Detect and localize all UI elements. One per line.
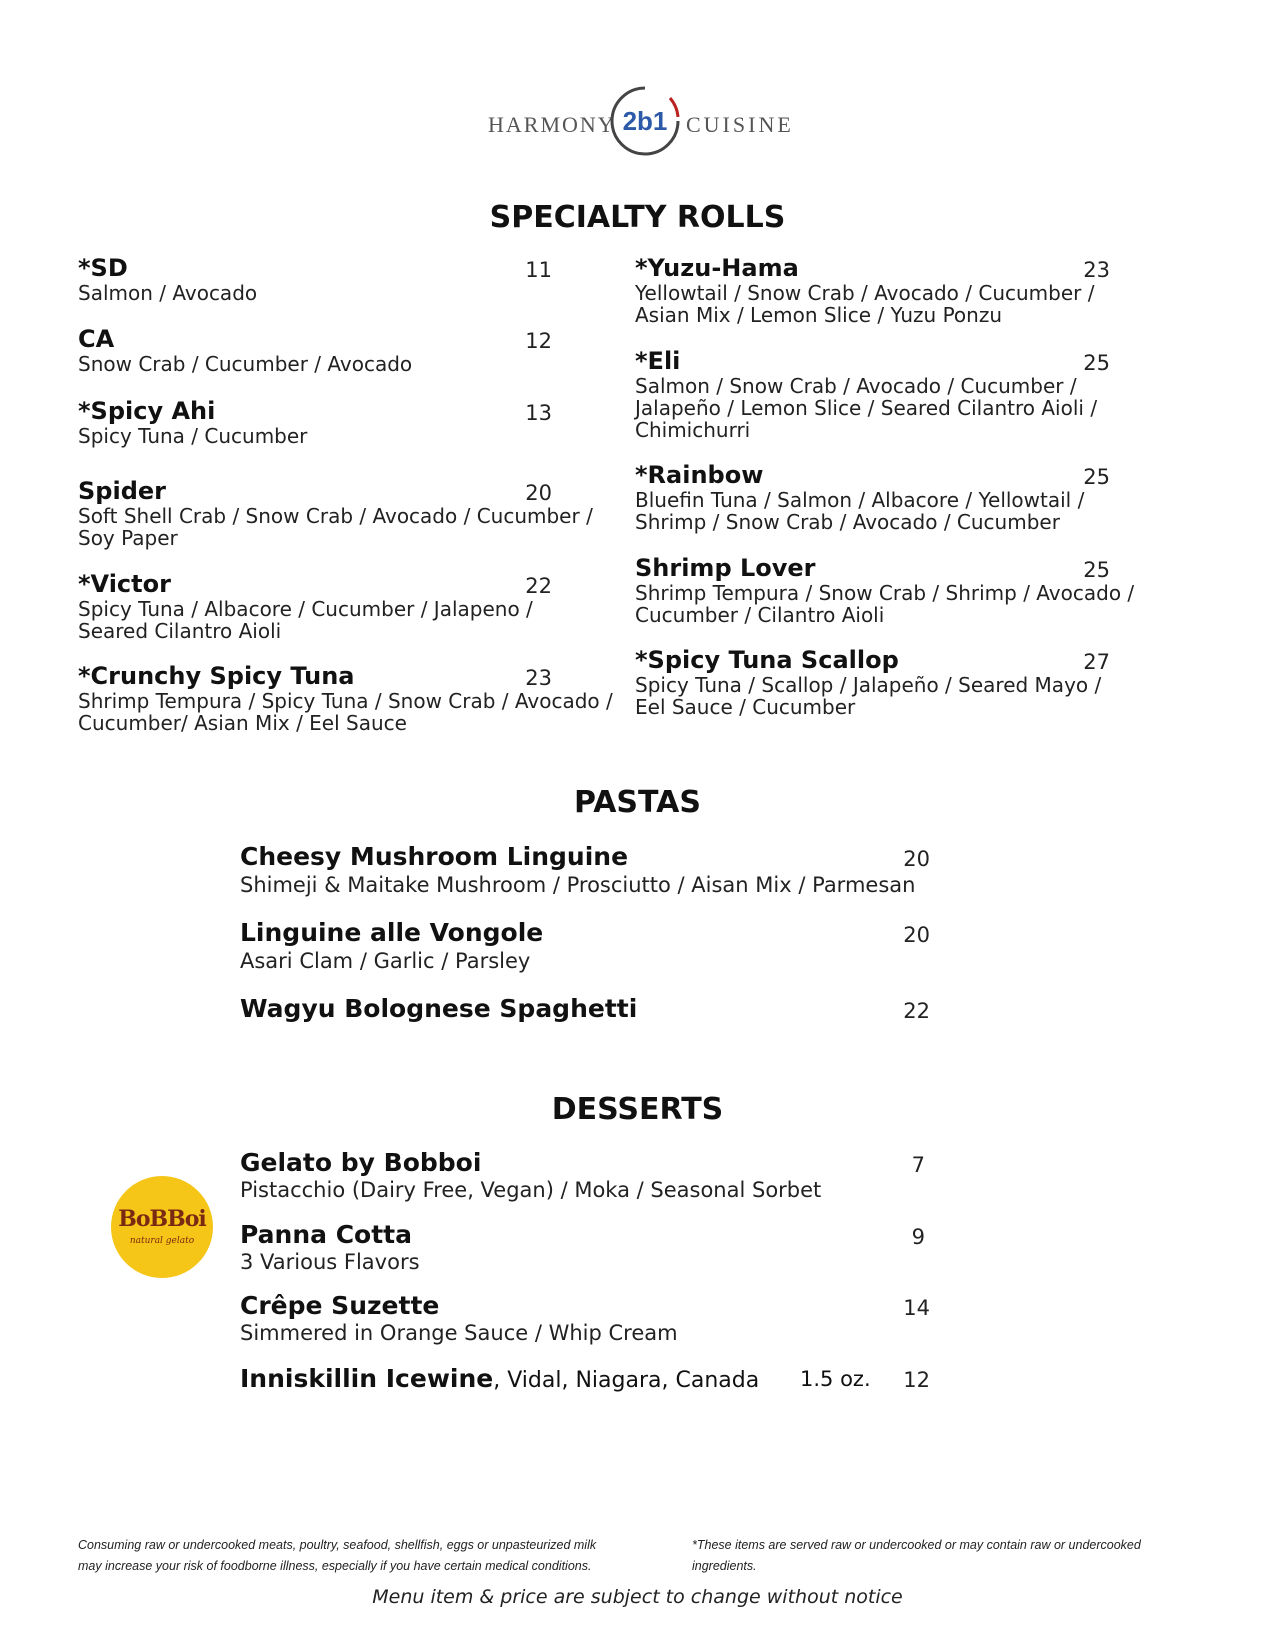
bobboi-logo-text: BoBBoi <box>118 1206 206 1232</box>
item-desc: Cucumber / Cilantro Aioli <box>635 603 885 627</box>
bobboi-logo <box>111 1176 213 1278</box>
item-name: Spider <box>78 477 166 505</box>
item-price: 20 <box>903 923 930 947</box>
roll-item <box>635 254 1094 326</box>
section-title-pastas: PASTAS <box>573 785 702 820</box>
item-price: 23 <box>525 666 552 690</box>
raw-items-notice-line: *These items are served raw or undercooked or may contain raw or undercooked <box>692 1538 1141 1552</box>
item-price: 9 <box>911 1225 925 1249</box>
item-price: 22 <box>525 574 552 598</box>
item-price: 20 <box>903 847 930 871</box>
item-desc: Yellowtail / Snow Crab / Avocado / Cucumber / <box>635 281 1095 305</box>
item-desc: Simmered in Orange Sauce / Whip Cream <box>240 1321 678 1345</box>
item-desc: Salmon / Snow Crab / Avocado / Cucumber / <box>635 374 1077 398</box>
raw-items-notice-line: ingredients. <box>692 1559 757 1573</box>
health-notice-line: may increase your risk of foodborne illness, especially if you have certain medical conditions. <box>78 1559 592 1573</box>
brand-logo <box>450 78 830 158</box>
item-desc: Seared Cilantro Aioli <box>78 619 282 643</box>
item-price: 22 <box>903 999 930 1023</box>
footer-note: Menu item & price are subject to change without notice <box>372 1586 903 1608</box>
pasta-item <box>240 918 543 975</box>
wine-size: 1.5 oz. <box>800 1367 871 1391</box>
item-desc: Salmon / Avocado <box>78 281 258 305</box>
roll-item <box>635 646 1101 718</box>
item-name: *SD <box>78 254 128 282</box>
item-desc: Jalapeño / Lemon Slice / Seared Cilantro Aioli / <box>635 396 1098 420</box>
pasta-item <box>240 994 637 1023</box>
roll-item <box>78 570 533 642</box>
item-desc: Soft Shell Crab / Snow Crab / Avocado / Cucumber / <box>78 504 593 528</box>
dessert-item <box>240 1220 420 1275</box>
wine-item <box>240 1364 759 1393</box>
item-desc: Eel Sauce / Cucumber <box>635 695 856 719</box>
item-price: 14 <box>903 1296 930 1320</box>
item-desc: Shrimp Tempura / Spicy Tuna / Snow Crab / Avocado / <box>78 689 613 713</box>
dessert-item <box>240 1148 821 1203</box>
bobboi-logo-sub: natural gelato <box>129 1236 195 1246</box>
item-desc: Pistacchio (Dairy Free, Vegan) / Moka / Seasonal Sorbet <box>240 1178 822 1202</box>
item-desc: Cucumber/ Asian Mix / Eel Sauce <box>78 711 407 735</box>
item-desc: Chimichurri <box>635 418 751 442</box>
item-name: *Rainbow <box>635 461 764 489</box>
item-price: 7 <box>911 1153 925 1177</box>
pasta-item <box>240 842 915 899</box>
item-desc: Spicy Tuna / Cucumber <box>78 424 308 448</box>
brand-mark-icon <box>608 84 682 158</box>
item-desc: 3 Various Flavors <box>240 1250 420 1274</box>
item-name: Shrimp Lover <box>635 554 816 582</box>
dessert-item <box>240 1291 678 1346</box>
health-notice <box>78 1535 658 1577</box>
item-desc: Asari Clam / Garlic / Parsley <box>240 949 531 973</box>
item-price: 27 <box>1083 650 1110 674</box>
item-desc: Spicy Tuna / Scallop / Jalapeño / Seared Mayo / <box>635 673 1102 697</box>
item-price: 11 <box>525 258 552 282</box>
item-desc: Snow Crab / Cucumber / Avocado <box>78 352 413 376</box>
brand-mark-text: 2b1 <box>622 106 668 136</box>
item-price: 20 <box>525 481 552 505</box>
item-name: Cheesy Mushroom Linguine <box>240 842 629 871</box>
health-notice-line: Consuming raw or undercooked meats, poultry, seafood, shellfish, eggs or unpasteurized milk <box>78 1538 597 1552</box>
item-desc: Shimeji & Maitake Mushroom / Prosciutto / Aisan Mix / Parmesan <box>240 873 916 897</box>
item-desc: Asian Mix / Lemon Slice / Yuzu Ponzu <box>635 303 1003 327</box>
item-name: *Crunchy Spicy Tuna <box>78 662 355 690</box>
item-name: Linguine alle Vongole <box>240 918 544 947</box>
raw-items-notice <box>692 1535 1212 1577</box>
item-desc: Soy Paper <box>78 526 178 550</box>
item-name: Gelato by Bobboi <box>240 1148 482 1177</box>
roll-item <box>78 254 257 304</box>
brand-left-text: HARMONY <box>488 112 616 137</box>
item-name: *Eli <box>635 347 681 375</box>
wine-price: 12 <box>903 1368 930 1392</box>
item-desc: Spicy Tuna / Albacore / Cucumber / Jalapeno / <box>78 597 533 621</box>
item-desc: Shrimp Tempura / Snow Crab / Shrimp / Avocado / <box>635 581 1135 605</box>
item-name: CA <box>78 325 115 353</box>
item-price: 13 <box>525 401 552 425</box>
item-desc: Shrimp / Snow Crab / Avocado / Cucumber <box>635 510 1060 534</box>
roll-item <box>635 461 1084 533</box>
item-price: 12 <box>525 329 552 353</box>
item-price: 25 <box>1083 558 1110 582</box>
item-name: *Yuzu-Hama <box>635 254 799 282</box>
wine-name: Inniskillin Icewine <box>240 1364 494 1393</box>
item-name: Crêpe Suzette <box>240 1291 440 1320</box>
item-price: 25 <box>1083 351 1110 375</box>
item-name: *Spicy Ahi <box>78 397 216 425</box>
item-name: *Victor <box>78 570 171 598</box>
item-price: 25 <box>1083 465 1110 489</box>
item-price: 23 <box>1083 258 1110 282</box>
roll-item <box>78 397 307 447</box>
item-name: *Spicy Tuna Scallop <box>635 646 899 674</box>
item-name: Panna Cotta <box>240 1220 412 1249</box>
item-name: Wagyu Bolognese Spaghetti <box>240 994 638 1023</box>
section-title-desserts: DESSERTS <box>551 1092 724 1127</box>
item-desc: Bluefin Tuna / Salmon / Albacore / Yellowtail / <box>635 488 1085 512</box>
section-title-specialty-rolls: SPECIALTY ROLLS <box>489 200 786 235</box>
roll-item <box>78 325 412 375</box>
roll-item <box>635 347 1097 441</box>
brand-right-text: CUISINE <box>686 112 794 137</box>
wine-detail: , Vidal, Niagara, Canada <box>493 1368 760 1393</box>
